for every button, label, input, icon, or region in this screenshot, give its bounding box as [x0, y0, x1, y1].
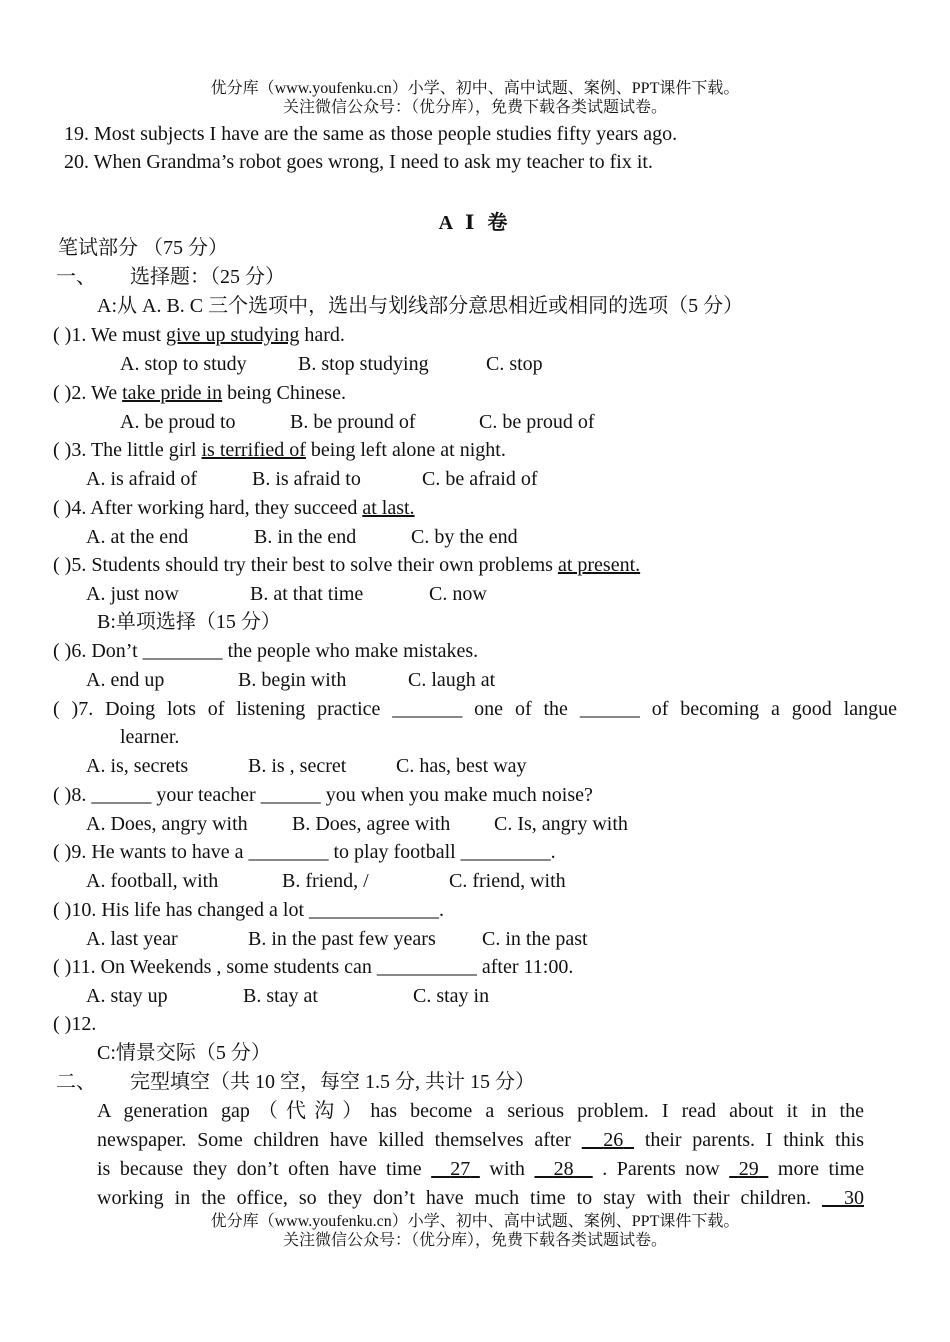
q6-option-a[interactable]: A. end up — [86, 669, 165, 691]
cloze-line-3: is because they don’t often have time 27 with 28 . Parents now 29 more time — [97, 1158, 865, 1180]
header-line-2: 关注微信公众号：（优分库），免费下载各类试题试卷。 — [282, 99, 667, 116]
q3-option-b[interactable]: B. is afraid to — [252, 468, 361, 490]
question-9: ( )9. He wants to have a ________ to play football _________. — [53, 841, 556, 863]
q7-option-c[interactable]: C. has, best way — [396, 755, 527, 777]
page-title: A Ⅰ 卷 — [438, 212, 512, 234]
q9-option-b[interactable]: B. friend, / — [282, 870, 369, 892]
q1-option-a[interactable]: A. stop to study — [120, 353, 247, 375]
q8-option-c[interactable]: C. Is, angry with — [494, 813, 628, 835]
part-b-title: B:单项选择（15 分） — [97, 611, 281, 633]
part2-number: 二、 — [56, 1071, 96, 1093]
part1-number: 一、 — [56, 266, 96, 288]
q5-option-c[interactable]: C. now — [429, 583, 487, 605]
part2-title: 完型填空（共 10 空，每空 1.5 分, 共计 15 分） — [130, 1071, 535, 1093]
cloze-line-1: A generation gap（代沟）has become a serious problem. I read about it in the — [97, 1100, 864, 1122]
q1-option-b[interactable]: B. stop studying — [298, 353, 429, 375]
q11-option-b[interactable]: B. stay at — [243, 985, 318, 1007]
q11-option-c[interactable]: C. stay in — [413, 985, 490, 1007]
question-12: ( )12. — [53, 1013, 97, 1035]
part-c-title: C:情景交际（5 分） — [97, 1042, 271, 1064]
part-a-instruction: A:从 A. B. C 三个选项中，选出与划线部分意思相近或相同的选项（5 分） — [97, 295, 744, 317]
q6-option-c[interactable]: C. laugh at — [408, 669, 496, 691]
blank-26[interactable]: 26 — [603, 1129, 624, 1151]
q2-option-c[interactable]: C. be proud of — [479, 411, 595, 433]
q10-option-c[interactable]: C. in the past — [482, 928, 588, 950]
question-6: ( )6. Don’t ________ the people who make mistakes. — [53, 640, 479, 662]
footer-line-2: 关注微信公众号：（优分库），免费下载各类试题试卷。 — [282, 1232, 667, 1249]
blank-28[interactable]: 28 — [553, 1158, 574, 1180]
question-1: ( )1. We must give up studying hard. — [53, 324, 345, 346]
question-10: ( )10. His life has changed a lot _____________. — [53, 899, 445, 921]
question-8: ( )8. ______ your teacher ______ you when you make much noise? — [53, 784, 593, 806]
q9-option-a[interactable]: A. football, with — [86, 870, 219, 892]
q10-option-b[interactable]: B. in the past few years — [248, 928, 436, 950]
q7-option-a[interactable]: A. is, secrets — [86, 755, 189, 777]
cloze-line-2: newspaper. Some children have killed themselves after 26 their parents. I think this — [97, 1129, 865, 1151]
blank-30[interactable]: 30 — [844, 1187, 865, 1209]
q5-option-a[interactable]: A. just now — [86, 583, 179, 605]
q8-option-a[interactable]: A. Does, angry with — [86, 813, 248, 835]
item-19: 19. Most subjects I have are the same as those people studies fifty years ago. — [64, 123, 678, 145]
q1-option-c[interactable]: C. stop — [486, 353, 543, 375]
cloze-line-4: working in the office, so they don’t have much time to stay with their children. 30 — [97, 1187, 865, 1209]
item-20: 20. When Grandma’s robot goes wrong, I need to ask my teacher to fix it. — [64, 151, 653, 173]
q11-option-a[interactable]: A. stay up — [86, 985, 168, 1007]
q4-option-a[interactable]: A. at the end — [86, 526, 189, 548]
footer-line-1: 优分库（www.youfenku.cn）小学、初中、高中试题、案例、PPT课件下载。 — [210, 1213, 740, 1230]
question-3: ( )3. The little girl is terrified of being left alone at night. — [53, 439, 506, 461]
page-footer — [0, 1212, 950, 1250]
question-7-continued: learner. — [120, 726, 180, 748]
q9-option-c[interactable]: C. friend, with — [449, 870, 566, 892]
q4-option-c[interactable]: C. by the end — [411, 526, 518, 548]
part1-title: 选择题：（25 分） — [130, 266, 285, 288]
header-line-1: 优分库（www.youfenku.cn）小学、初中、高中试题、案例、PPT课件下载。 — [210, 80, 740, 97]
q3-option-a[interactable]: A. is afraid of — [86, 468, 198, 490]
q2-option-b[interactable]: B. be pround of — [290, 411, 416, 433]
q2-option-a[interactable]: A. be proud to — [120, 411, 236, 433]
q7-option-b[interactable]: B. is , secret — [248, 755, 347, 777]
question-11: ( )11. On Weekends , some students can __________ after 11:00. — [53, 956, 574, 978]
question-7: ( )7. Doing lots of listening practice _______ one of the ______ of becoming a good langue — [53, 698, 897, 720]
q5-option-b[interactable]: B. at that time — [250, 583, 364, 605]
q4-option-b[interactable]: B. in the end — [254, 526, 357, 548]
q3-option-c[interactable]: C. be afraid of — [422, 468, 538, 490]
q10-option-a[interactable]: A. last year — [86, 928, 178, 950]
page-header — [0, 79, 950, 117]
question-5: ( )5. Students should try their best to solve their own problems at present. — [53, 554, 641, 576]
blank-29[interactable]: 29 — [738, 1158, 759, 1180]
question-4: ( )4. After working hard, they succeed at last. — [53, 497, 415, 519]
section-written: 笔试部分 （75 分） — [58, 237, 228, 259]
question-2: ( )2. We take pride in being Chinese. — [53, 382, 346, 404]
q6-option-b[interactable]: B. begin with — [238, 669, 347, 691]
blank-27[interactable]: 27 — [450, 1158, 471, 1180]
q8-option-b[interactable]: B. Does, agree with — [292, 813, 451, 835]
